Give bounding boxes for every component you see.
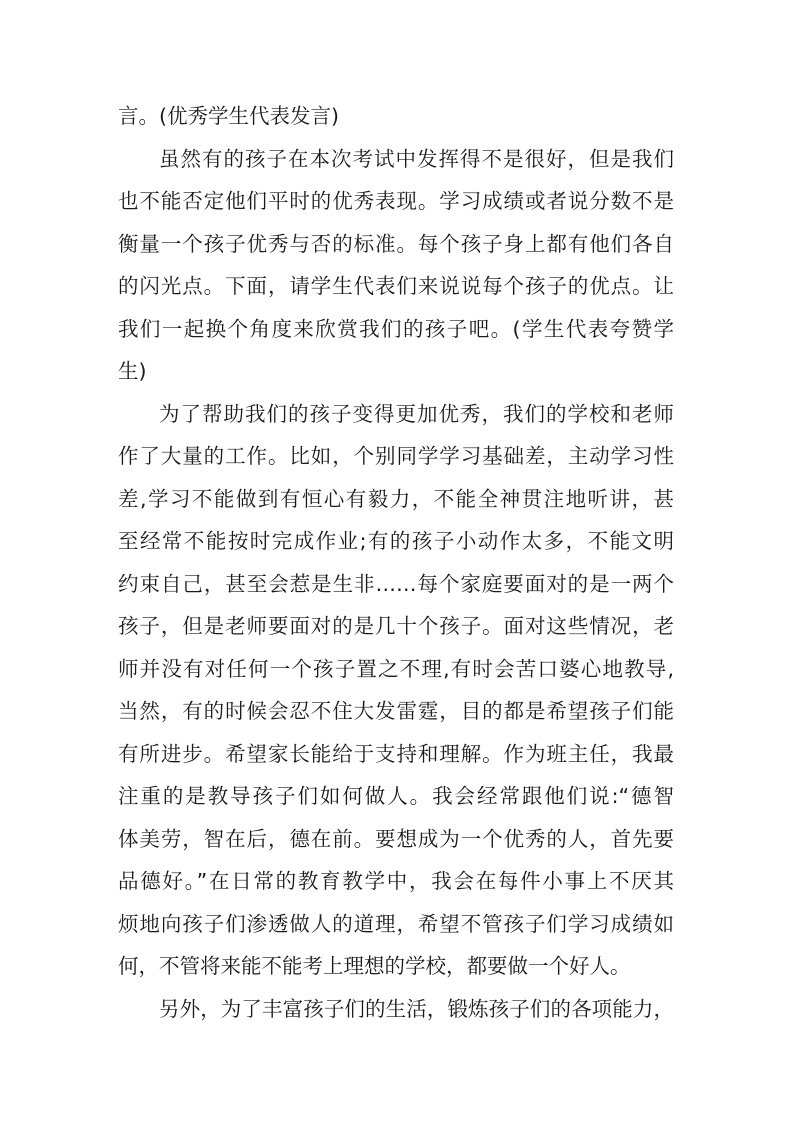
- text-line: 我们一起换个角度来欣赏我们的孩子吧。(学生代表夸赞学: [118, 316, 674, 341]
- body-text: [118, 95, 674, 1030]
- text-line: 衡量一个孩子优秀与否的标准。每个孩子身上都有他们各自: [118, 231, 674, 256]
- text-line: 品德好。”在日常的教育教学中，我会在每件小事上不厌其: [118, 869, 674, 893]
- text-line: 有所进步。希望家长能给于支持和理解。作为班主任，我最: [118, 741, 674, 766]
- text-line: 生): [118, 359, 147, 383]
- text-line: 何，不管将来能不能考上理想的学校，都要做一个好人。: [118, 954, 631, 978]
- text-line: 言。(优秀学生代表发言): [118, 104, 339, 128]
- text-line: 的闪光点。下面，请学生代表们来说说每个孩子的优点。让: [118, 274, 674, 298]
- text-line: 孩子，但是老师要面对的是几十个孩子。面对这些情况，老: [118, 614, 674, 638]
- text-line: 师并没有对任何一个孩子置之不理,有时会苦口婆心地教导,: [118, 656, 674, 681]
- text-line: 虽然有的孩子在本次考试中发挥得不是很好，但是我们: [159, 146, 674, 171]
- text-line: 约束自己，甚至会惹是生非……每个家庭要面对的是一两个: [118, 571, 674, 596]
- text-line: 当然，有的时候会忍不住大发雷霆，目的都是希望孩子们能: [118, 699, 674, 723]
- text-line: 注重的是教导孩子们如何做人。我会经常跟他们说:“德智: [118, 784, 674, 808]
- text-line: 作了大量的工作。比如，个别同学学习基础差，主动学习性: [118, 444, 674, 468]
- text-line: 差,学习不能做到有恒心有毅力，不能全神贯注地听讲，甚: [118, 486, 674, 511]
- text-line: 体美劳，智在后，德在前。要想成为一个优秀的人，首先要: [118, 826, 674, 851]
- text-line: 另外，为了丰富孩子们的生活，锻炼孩子们的各项能力，: [159, 996, 674, 1021]
- text-line: 烦地向孩子们渗透做人的道理，希望不管孩子们学习成绩如: [118, 911, 674, 936]
- text-line: 为了帮助我们的孩子变得更加优秀，我们的学校和老师: [159, 401, 674, 426]
- text-line: 至经常不能按时完成作业;有的孩子小动作太多，不能文明: [118, 529, 674, 553]
- text-line: 也不能否定他们平时的优秀表现。学习成绩或者说分数不是: [118, 189, 674, 213]
